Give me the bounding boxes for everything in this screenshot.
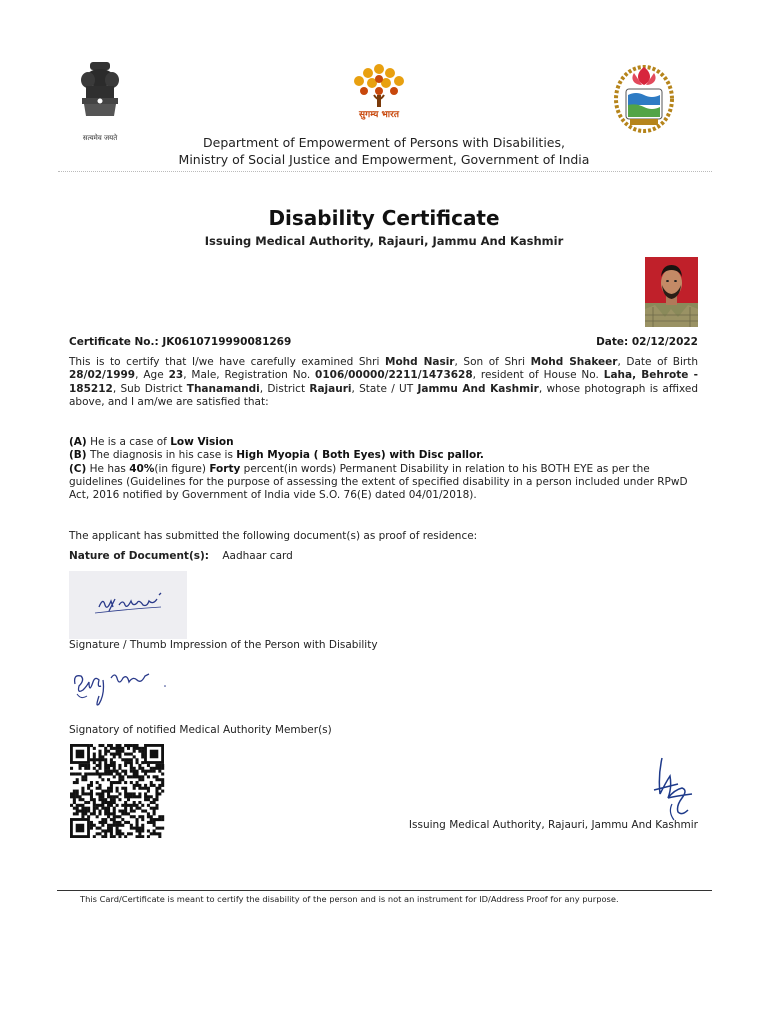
text-segment: , State / UT — [351, 382, 418, 395]
authority-signature — [648, 754, 700, 824]
certificate-title: Disability Certificate — [268, 206, 500, 230]
applicant-signature — [69, 571, 187, 639]
certificate-date-value: 02/12/2022 — [631, 336, 698, 348]
applicant-signature-caption: Signature / Thumb Impression of the Person with Disability — [69, 639, 378, 651]
certificate-number — [69, 336, 291, 348]
father-name: Mohd Shakeer — [530, 356, 618, 368]
date-of-birth: 28/02/1999 — [69, 369, 136, 382]
disability-percent-words: Forty — [209, 462, 241, 475]
header-divider — [58, 171, 712, 172]
national-emblem-icon — [76, 58, 124, 142]
applicant-photo — [645, 257, 698, 327]
person-name: Mohd Nasir — [385, 356, 455, 368]
certificate-date — [596, 336, 698, 348]
district: Rajauri — [309, 382, 352, 395]
text-segment: , resident of House No. — [472, 369, 604, 382]
department-heading — [0, 134, 768, 168]
issuing-authority-caption: Issuing Medical Authority, Rajauri, Jammu And Kashmir — [408, 819, 698, 831]
text-segment: , Sub District — [112, 382, 187, 395]
document-nature-label: Nature of Document(s): — [69, 550, 209, 562]
text-segment: This is to certify that I/we have carefully examined Shri — [69, 356, 385, 368]
certificate-number-label: Certificate No.: — [69, 336, 159, 348]
department-line-2: Ministry of Social Justice and Empowerment, Government of India — [178, 152, 590, 167]
house-address: Laha, Behrote - 185212 — [69, 369, 698, 395]
text-segment: , Son of Shri — [454, 356, 531, 368]
footer-divider — [57, 890, 712, 891]
medical-member-signature — [69, 660, 169, 720]
accessible-india-logo-icon — [344, 59, 414, 123]
point-a-label: (A) — [69, 436, 87, 448]
point-c-label: (C) — [69, 462, 87, 475]
emblem-motto: सत्यमेव जयते — [82, 134, 118, 142]
registration-number: 0106/00000/2211/1473628 — [315, 369, 473, 382]
point-a — [69, 436, 698, 449]
medical-member-caption: Signatory of notified Medical Authority Member(s) — [69, 724, 332, 736]
point-c — [69, 463, 698, 503]
text-segment: , whose photograph is affixed above, and I am/we are satisfied that: — [69, 382, 698, 408]
point-a-text: He is a case of — [86, 436, 171, 448]
age: 23 — [168, 369, 184, 382]
point-c-text: (in figure) — [154, 462, 210, 475]
footer-note: This Card/Certificate is meant to certify the disability of the person and is not an instrument for ID/Address Proof for any purpose. — [80, 894, 619, 904]
point-b-label: (B) — [69, 449, 87, 462]
disability-percent: 40% — [129, 462, 155, 475]
sub-district: Thanamandi — [186, 382, 260, 395]
department-line-1: Department of Empowerment of Persons with Disabilities, — [203, 135, 565, 150]
qr-code-icon — [68, 744, 166, 838]
text-segment: , Male, Registration No. — [183, 369, 316, 382]
disability-details — [69, 436, 698, 502]
document-nature — [69, 550, 293, 562]
state: Jammu And Kashmir — [417, 382, 539, 395]
disability-type: Low Vision — [170, 436, 234, 448]
point-c-text: He has — [86, 462, 130, 475]
certificate-subtitle: Issuing Medical Authority, Rajauri, Jammu And Kashmir — [204, 234, 564, 248]
jk-emblem-icon — [608, 59, 680, 135]
text-segment: , Date of Birth — [617, 356, 699, 368]
diagnosis: High Myopia ( Both Eyes) with Disc pallor. — [236, 449, 484, 462]
certification-paragraph — [69, 356, 698, 409]
residence-proof-intro: The applicant has submitted the following document(s) as proof of residence: — [69, 530, 478, 542]
point-b — [69, 449, 698, 462]
document-nature-value: Aadhaar card — [222, 550, 293, 562]
point-b-text: The diagnosis in his case is — [86, 449, 237, 462]
certificate-number-value: JK0610719990081269 — [162, 336, 292, 348]
accessible-india-text: सुगम्य भारत — [359, 110, 399, 120]
text-segment: , District — [259, 382, 310, 395]
text-segment: , Age — [135, 369, 169, 382]
point-c-text: percent(in words) Permanent Disability in relation to his BOTH EYE as per the guidelines (Guidelines for the purpose of assessing the extent of specified disability in a person included under RPwD Act, 2016 notified by Government of India vide S.O. 76(E) dated 04/01/2018). — [69, 462, 688, 502]
certificate-date-label: Date: — [596, 336, 629, 348]
